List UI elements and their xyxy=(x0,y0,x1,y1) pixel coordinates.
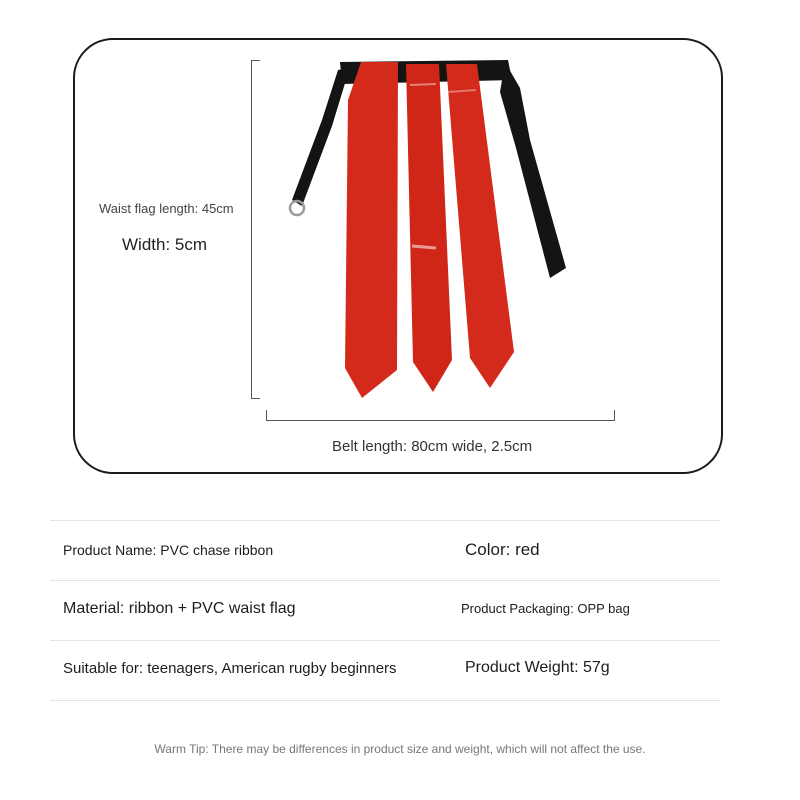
waist-flag-length-dimension-line xyxy=(251,60,260,399)
belt-length-label: Belt length: 80cm wide, 2.5cm xyxy=(332,438,533,455)
spec-packaging: Product Packaging: OPP bag xyxy=(461,601,630,616)
flag-belt-illustration xyxy=(280,55,580,405)
spec-product-name: Product Name: PVC chase ribbon xyxy=(63,542,274,558)
belt-strap-right xyxy=(500,62,566,278)
belt-strap-left xyxy=(292,68,348,206)
belt-length-dimension-line xyxy=(266,410,615,421)
belt-d-ring xyxy=(290,201,304,215)
waist-flag-length-label: Waist flag length: 45cm xyxy=(99,201,234,216)
width-label: Width: 5cm xyxy=(122,235,208,254)
flag-3 xyxy=(446,64,514,388)
spec-divider xyxy=(50,700,720,701)
spec-divider xyxy=(50,520,720,521)
spec-material: Material: ribbon + PVC waist flag xyxy=(63,600,296,617)
flag-2 xyxy=(406,64,452,392)
warm-tip: Warm Tip: There may be differences in product size and weight, which will not affect the use. xyxy=(154,742,646,756)
spec-color: Color: red xyxy=(465,540,540,559)
spec-divider xyxy=(50,580,720,581)
spec-divider xyxy=(50,640,720,641)
spec-suitable-for: Suitable for: teenagers, American rugby beginners xyxy=(63,660,397,677)
flag-1 xyxy=(345,62,398,398)
spec-weight: Product Weight: 57g xyxy=(465,659,610,676)
